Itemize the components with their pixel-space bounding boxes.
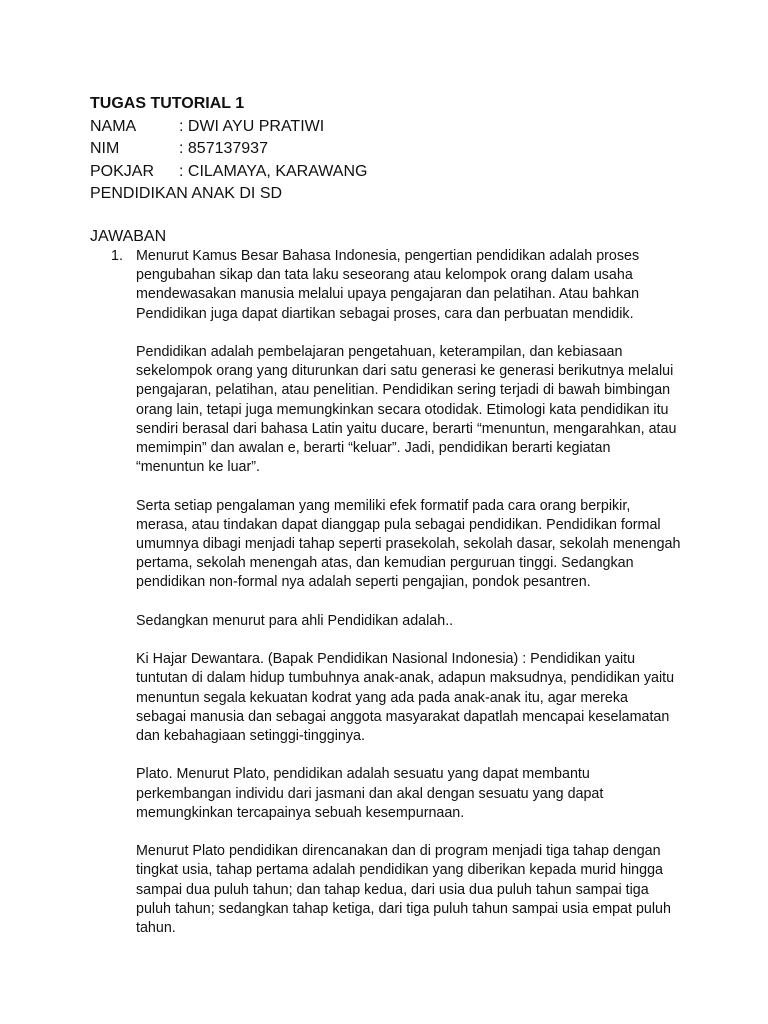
field-row-nim: [90, 138, 367, 161]
document-header: [90, 93, 367, 206]
answer-paragraph: Menurut Plato pendidikan direncanakan dan di program menjadi tiga tahap dengan tingkat usia, tahap pertama adalah pendidikan yang diberikan kepada murid hingga sampai dua puluh tahun; dan tahap kedua, dari usia dua puluh tahun sampai tiga puluh tahun; sedangkan tahap ketiga, dari tiga puluh tahun sampai usia empat puluh tahun.: [136, 843, 671, 937]
answer-paragraph: Ki Hajar Dewantara. (Bapak Pendidikan Nasional Indonesia) : Pendidikan yaitu tuntutan di dalam hidup tumbuhnya anak-anak, adapun maksudnya, pendidikan yaitu menuntun segala kekuatan kodrat yang ada pada anak-anak itu, agar mereka sebagai manusia dan sebagai anggota masyarakat dapatlah mencapai keselamatan dan kebahagiaan setinggi-tingginya.: [136, 651, 675, 745]
jawaban-heading: JAWABAN: [90, 228, 167, 245]
answer-paragraph: Serta setiap pengalaman yang memiliki efek formatif pada cara orang berpikir, merasa, atau tindakan dapat dianggap pula sebagai pendidikan. Pendidikan formal umumnya dibagi menjadi tahap seperti prasekolah, sekolah dasar, sekolah menengah pertama, sekolah menengah atas, dan kemudian perguruan tinggi. Sedangkan pendidikan non-formal nya adalah seperti pengajian, pondok pesantren.: [136, 497, 681, 591]
field-value-nim: : 857137937: [179, 140, 268, 157]
field-value-nama: : DWI AYU PRATIWI: [179, 117, 325, 135]
field-label-nama: NAMA: [90, 117, 137, 135]
answer-body: [136, 247, 681, 957]
document-title: TUGAS TUTORIAL 1: [90, 95, 245, 112]
field-label-pokjar: POKJAR: [90, 162, 155, 180]
field-row-nama: [90, 116, 367, 139]
field-value-pokjar: : CILAMAYA, KARAWANG: [179, 162, 368, 180]
answer-paragraph: Pendidikan adalah pembelajaran pengetahuan, keterampilan, dan kebiasaan sekelompok orang yang diturunkan dari satu generasi ke generasi berikutnya melalui pengajaran, pelatihan, atau penelitian. Pendidikan sering terjadi di bawah bimbingan orang lain, tetapi juga memungkinkan secara otodidak. Etimologi kata pendidikan itu sendiri berasal dari bahasa Latin yaitu ducare, berarti “menuntun, mengarahkan, atau memimpin” dan awalan e, berarti “keluar”. Jadi, pendidikan berarti kegiatan “menuntun ke luar”.: [136, 344, 677, 476]
field-row-pokjar: [90, 161, 367, 184]
answer-number: 1.: [111, 248, 123, 264]
answer-paragraph: Sedangkan menurut para ahli Pendidikan adalah..: [136, 612, 454, 629]
field-label-nim: NIM: [90, 140, 120, 157]
answer-paragraph: Plato. Menurut Plato, pendidikan adalah sesuatu yang dapat membantu perkembangan individu dari jasmani dan akal dengan sesuatu yang dapat memungkinkan tercapainya sebuah kesempurnaan.: [136, 766, 604, 821]
answer-paragraph: Menurut Kamus Besar Bahasa Indonesia, pengertian pendidikan adalah proses pengubahan sikap dan tata laku seseorang atau kelompok orang dalam usaha mendewasakan manusia melalui upaya pengajaran dan pelatihan. Atau bahkan Pendidikan juga dapat diartikan sebagai proses, cara dan perbuatan mendidik.: [136, 248, 640, 322]
subject-line: PENDIDIKAN ANAK DI SD: [90, 185, 283, 202]
